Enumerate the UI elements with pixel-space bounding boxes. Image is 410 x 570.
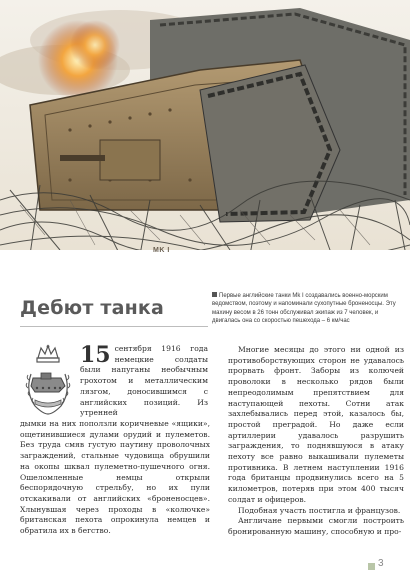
tank-corps-badge-icon	[21, 344, 75, 418]
caption-text: Первые английские танки Mk I создавались военно-морским ведомством, поэтому и напоминали сухопутные броненосцы. Эту махину весом в 26 тонн обслуживал экипаж из 7 человек, и двигалась она со скоростью пешехода – 6 км/час	[212, 293, 396, 325]
right-paragraph-1: Многие месяцы до этого ни одной из противоборствующих сторон не удавалось прорвать фронт. Заборы из колючей проволоки в несколько рядов были непреодолимым препятствием для наступающей пехоты. Сотни атак захлебывались перед этой, казалось бы, простой преградой. Но даже если артиллерии удавалось разрушить заграждения, то поднявшуюся в атаку пехоту все равно выкашивали пулеметы противника. В летнем наступлении 1916 года британцы продвинулись всего на 5 километров, потеряв при этом 400 тысяч солдат и офицеров.	[228, 345, 404, 504]
right-paragraph-2: Подобная участь постигла и французов.	[238, 505, 401, 515]
caption-bullet-icon	[212, 292, 217, 297]
lead-text-top: сентября 1916 года немецкие солдаты были напуганы необычным грохотом и металлическим лязгом, доносившимся с английских позиций. Из утренней	[80, 344, 208, 418]
article-title: Дебют танка	[20, 297, 165, 319]
tank-illustration	[0, 0, 410, 270]
right-paragraph-3: Англичане первыми смогли построить бронированную машину, способную и про-	[228, 516, 404, 536]
illustration-label: MK I	[153, 247, 170, 254]
page-corner-mark	[368, 563, 375, 570]
lead-paragraph-wrap	[80, 344, 208, 419]
lead-text-rest: дымки на них поползли коричневые «ящики», ощетинившиеся дулами орудий и пулеметов. Без труда смяв густую паутину проволочных заграждений, стальные чудовища обрушили на окопы шквал пулеметно-пушечного огня. Ошеломленные немцы открыли беспорядочную стрельбу, но их пули отскакивали от английских «броненосцев». Хлынувшая через проходы в «колючке» британская пехота опрокинула немцев и обратила их в бегство.	[20, 419, 210, 536]
title-divider	[20, 326, 208, 327]
lead-paragraph-rest	[20, 419, 210, 537]
right-column	[228, 345, 404, 538]
image-caption	[212, 292, 406, 326]
page-number: 3	[378, 558, 384, 569]
drop-number: 15	[80, 342, 111, 368]
